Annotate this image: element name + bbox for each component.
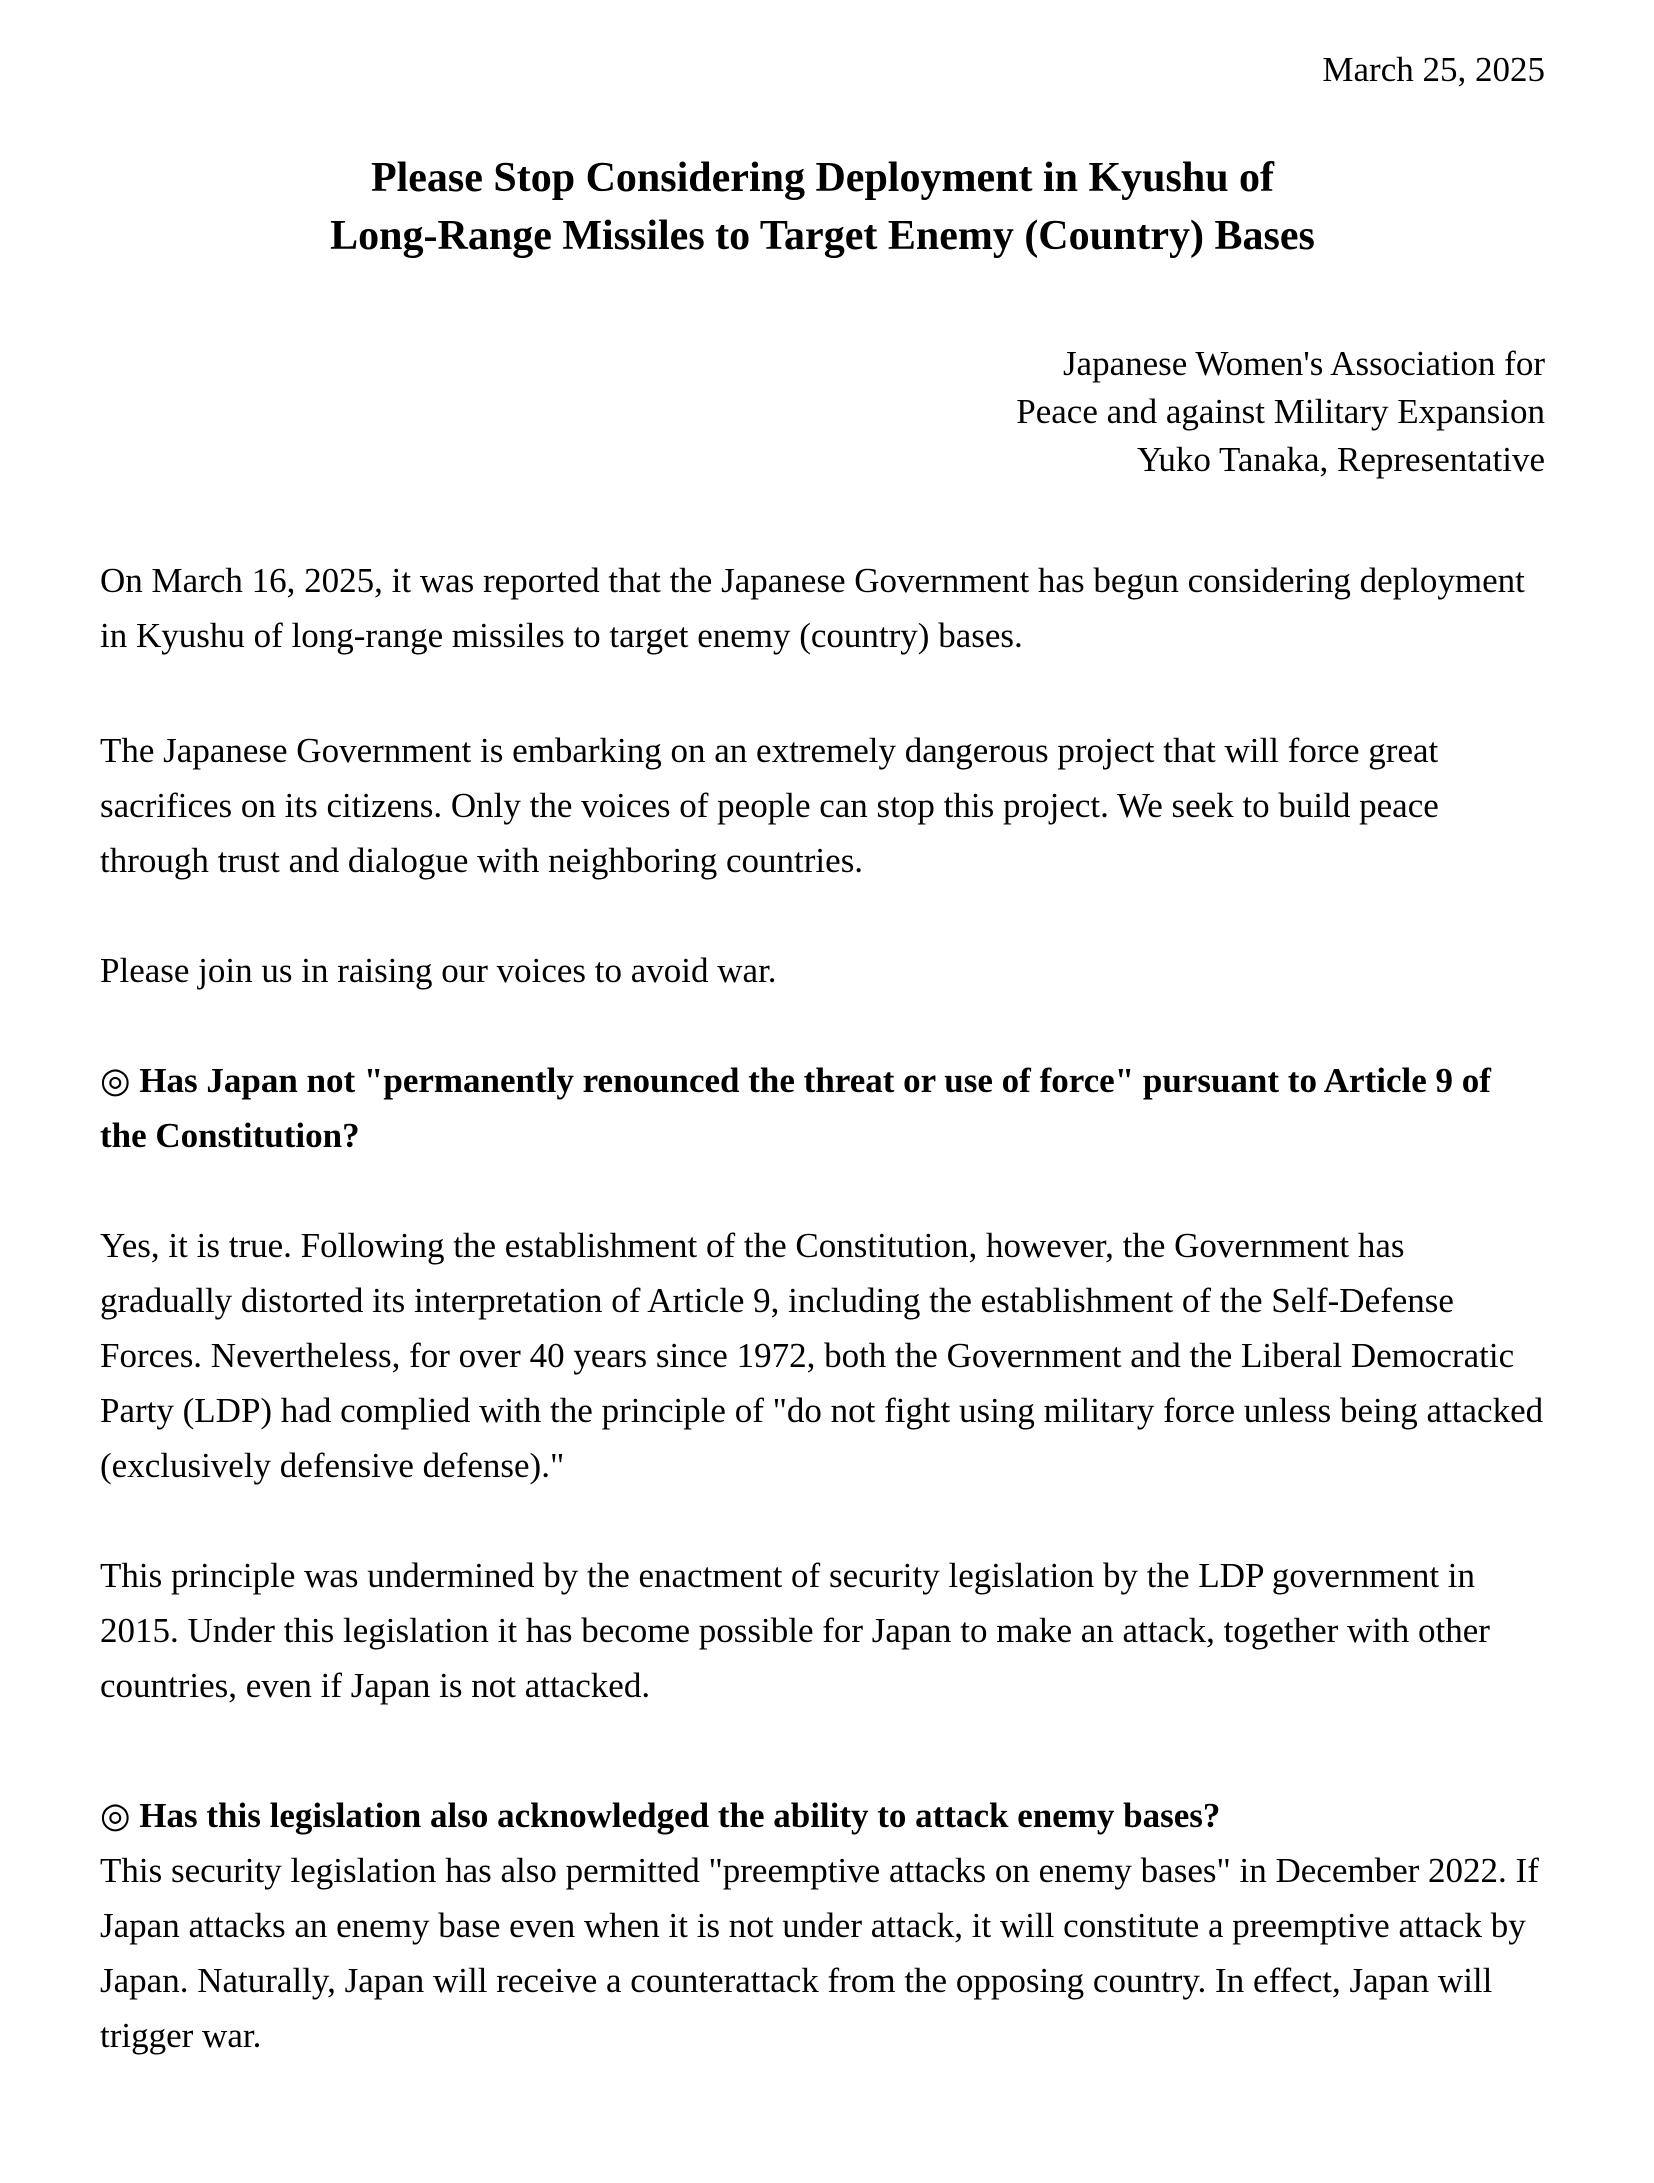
paragraph-call-to-action: Please join us in raising our voices to avoid war. [100,951,777,990]
document-title-line-2: Long-Range Missiles to Target Enemy (Country) Bases [330,213,1315,259]
attribution-block [100,340,1545,484]
attribution-organization-line-1: Japanese Women's Association for [1062,344,1545,383]
paragraph-security-legislation-2015: This principle was undermined by the enactment of security legislation by the LDP government in 2015. Under this legislation it has become possible for Japan to make an attack, together with other countries, even if Japan is not attacked. [100,1556,1490,1705]
attribution-representative: Yuko Tanaka, Representative [1136,440,1545,479]
document-date: March 25, 2025 [1322,50,1545,89]
attribution-organization-line-2: Peace and against Military Expansion [1016,392,1545,431]
heading-article9-question: ◎ Has Japan not "permanently renounced the threat or use of force" pursuant to Article 9 of the Constitution? [100,1061,1491,1155]
paragraph-deployment-report: On March 16, 2025, it was reported that the Japanese Government has begun considering deployment in Kyushu of long-range missiles to target enemy (country) bases. [100,561,1525,655]
paragraph-dangerous-project: The Japanese Government is embarking on an extremely dangerous project that will force great sacrifices on its citizens. Only the voices of people can stop this project. We seek to build peace through trust and dialogue with neighboring countries. [100,731,1439,880]
paragraph-enemy-bases-answer: This security legislation has also permitted "preemptive attacks on enemy bases" in December 2022. If Japan attacks an enemy base even when it is not under attack, it will constitute a preemptive attack by Japan. Naturally, Japan will receive a counterattack from the opposing country. In effect, Japan will trigger war. [100,1851,1539,2055]
document-body [100,553,1545,2063]
document-title-line-1: Please Stop Considering Deployment in Kyushu of [370,155,1275,201]
heading-enemy-bases-question: ◎ Has this legislation also acknowledged the ability to attack enemy bases? [100,1796,1221,1835]
document-title [100,149,1545,265]
paragraph-article9-answer: Yes, it is true. Following the establishment of the Constitution, however, the Government has gradually distorted its interpretation of Article 9, including the establishment of the Self-Defense Forces. Nevertheless, for over 40 years since 1972, both the Government and the Liberal Democratic Party (LDP) had complied with the principle of "do not fight using military force unless being attacked (exclusively defensive defense)." [100,1226,1544,1485]
